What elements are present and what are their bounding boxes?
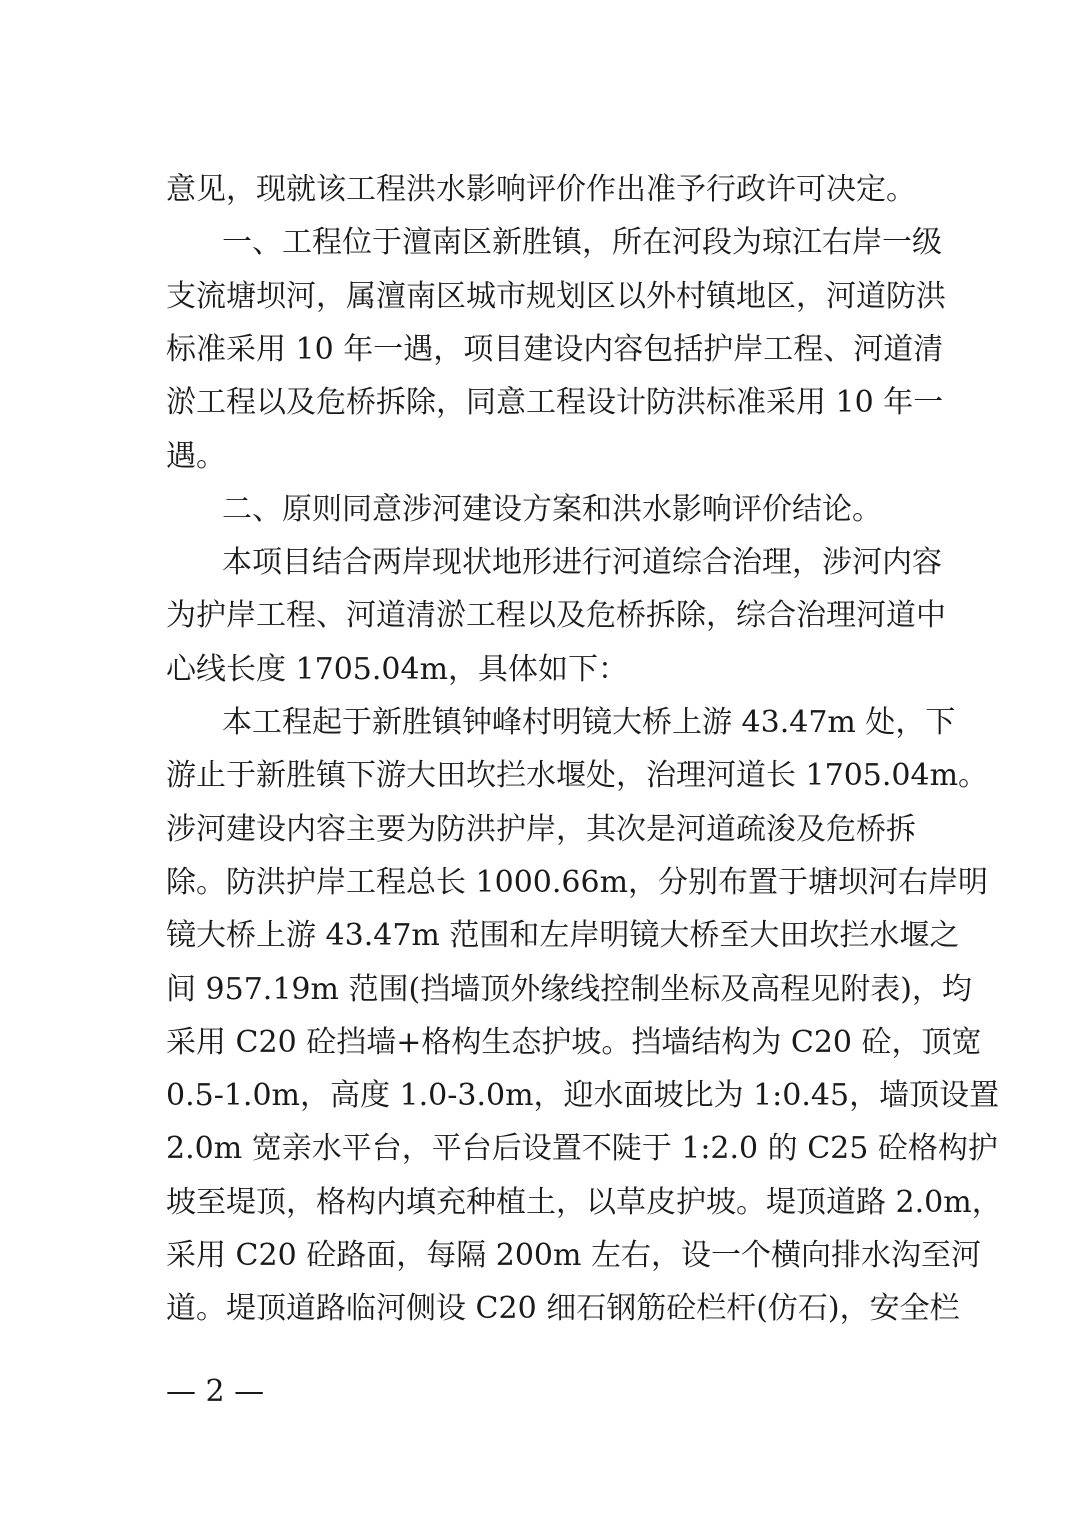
text-line: 本工程起于新胜镇钟峰村明镜大桥上游 43.47m 处，下: [222, 705, 956, 740]
text-line: 遇。: [166, 439, 226, 474]
text-line: 坡至堤顶，格构内填充种植土，以草皮护坡。堤顶道路 2.0m，: [166, 1185, 1002, 1220]
text-line: 为护岸工程、河道清淤工程以及危桥拆除，综合治理河道中: [166, 598, 946, 633]
text-line: 0.5-1.0m，高度 1.0-3.0m，迎水面坡比为 1:0.45，墙顶设置: [166, 1078, 1000, 1113]
text-line: 采用 C20 砼路面，每隔 200m 左右，设一个横向排水沟至河: [166, 1238, 981, 1273]
text-line: 采用 C20 砼挡墙+格构生态护坡。挡墙结构为 C20 砼，顶宽: [166, 1025, 982, 1060]
text-line: 游止于新胜镇下游大田坎拦水堰处，治理河道长 1705.04m。: [166, 758, 989, 793]
text-line: 一、工程位于澶南区新胜镇，所在河段为琼江右岸一级: [222, 225, 942, 260]
text-line: 镜大桥上游 43.47m 范围和左岸明镜大桥至大田坎拦水堰之: [166, 918, 960, 953]
text-line: 除。防洪护岸工程总长 1000.66m，分别布置于塘坝河右岸明: [166, 865, 989, 900]
text-line: 间 957.19m 范围(挡墙顶外缘线控制坐标及高程见附表)，均: [166, 972, 972, 1007]
text-line: 意见，现就该工程洪水影响评价作出准予行政许可决定。: [166, 172, 916, 207]
text-line: 支流塘坝河，属澶南区城市规划区以外村镇地区，河道防洪: [166, 279, 946, 314]
text-line: 涉河建设内容主要为防洪护岸，其次是河道疏浚及危桥拆: [166, 812, 916, 847]
text-line: 道。堤顶道路临河侧设 C20 细石钢筋砼栏杆(仿石)，安全栏: [166, 1291, 960, 1326]
page-number: — 2 —: [166, 1374, 265, 1409]
text-line: 标准采用 10 年一遇，项目建设内容包括护岸工程、河道清: [166, 332, 944, 367]
text-line: 心线长度 1705.04m，具体如下：: [166, 652, 629, 687]
text-line: 2.0m 宽亲水平台，平台后设置不陡于 1:2.0 的 C25 砼格构护: [166, 1131, 998, 1166]
text-line: 本项目结合两岸现状地形进行河道综合治理，涉河内容: [222, 545, 942, 580]
text-line: 二、原则同意涉河建设方案和洪水影响评价结论。: [222, 492, 882, 527]
text-line: 淤工程以及危桥拆除，同意工程设计防洪标准采用 10 年一: [166, 385, 944, 420]
